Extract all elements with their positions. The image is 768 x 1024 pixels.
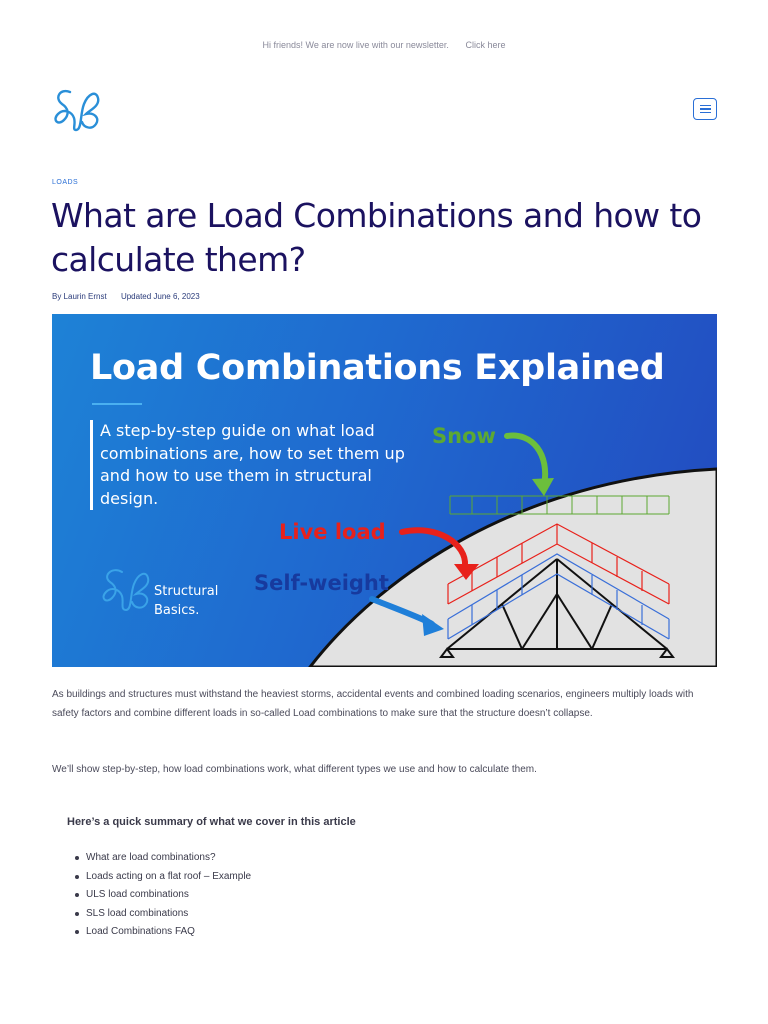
self-weight-label: Self-weight: [254, 571, 389, 595]
author-link[interactable]: By Laurin Ernst: [52, 292, 107, 301]
toc-item[interactable]: What are load combinations?: [86, 849, 251, 868]
menu-button[interactable]: [693, 98, 717, 120]
category-link[interactable]: LOADS: [52, 179, 79, 186]
announcement-text: Hi friends! We are now live with our newsletter.: [262, 40, 449, 50]
table-of-contents: [86, 849, 251, 942]
toc-item[interactable]: SLS load combinations: [86, 905, 251, 924]
page-title: What are Load Combinations and how to calculate them?: [51, 196, 702, 279]
second-paragraph: We’ll show step-by-step, how load combinations work, what different types we use and how to calculate them.: [52, 764, 537, 775]
updated-date: Updated June 6, 2023: [120, 292, 200, 301]
snow-label: Snow: [432, 424, 496, 448]
summary-title: Here’s a quick summary of what we cover in this article: [67, 816, 356, 828]
hero-title: Load Combinations Explained: [90, 348, 665, 388]
hero-image: [52, 314, 717, 667]
hero-description: A step-by-step guide on what load combinations are, how to set them up and how to use them in structural design.: [90, 420, 410, 510]
sb-logo-icon: [50, 84, 104, 136]
article-meta: [52, 292, 200, 301]
toc-item[interactable]: Loads acting on a flat roof – Example: [86, 868, 251, 887]
toc-item[interactable]: ULS load combinations: [86, 886, 251, 905]
live-load-label: Live load: [279, 520, 386, 544]
announcement-bar: [0, 40, 768, 50]
hero-brand-line1: Structural: [154, 584, 219, 599]
intro-paragraph: As buildings and structures must withstand the heaviest storms, accidental events and combined loading scenarios, engineers multiply loads with safety factors and combine different loads in so-called Load combinations to make sure that the structure doesn’t collapse.: [52, 689, 694, 719]
hero-divider: [92, 403, 142, 405]
toc-item[interactable]: Load Combinations FAQ: [86, 923, 251, 942]
hamburger-menu-icon: [700, 105, 711, 113]
hero-brand-line2: Basics.: [154, 603, 200, 618]
site-logo[interactable]: [50, 84, 104, 136]
announcement-link[interactable]: Click here: [465, 40, 506, 50]
